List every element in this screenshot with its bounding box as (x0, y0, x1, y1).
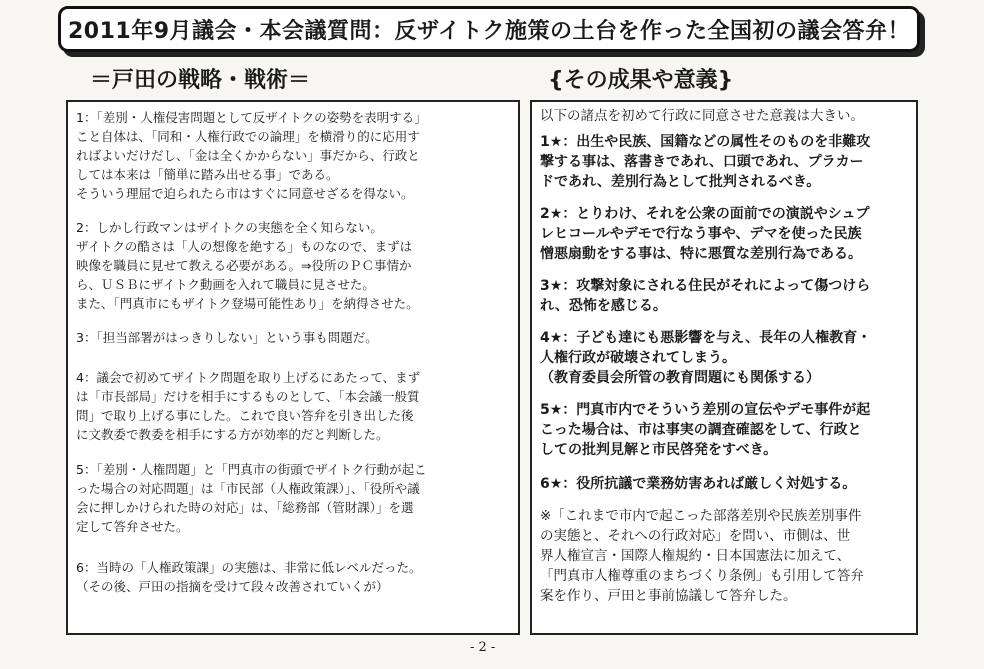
strategy-item-1: 1：「差別・人権侵害問題として反ザイトクの姿勢を表明する」 こと自体は、「同和・人権行政での論理」を横滑り的に応用す ればよいだけだし、「金は全くかからない」事だから、行政と しては本来は「簡単に踏み出せる事」である。 そういう理屈で迫られたら市はすぐに同意せざるを得ない。 (76, 110, 427, 201)
results-intro: 以下の諸点を初めて行政に同意させた意義は大きい。 (540, 108, 864, 124)
result-item-5: 5★：門真市内でそういう差別の宣伝やデモ事件が起 こった場合は、市は事実の調査確認をして、行政と しての批判見解と市民啓発をすべき。 (540, 402, 871, 458)
strategy-item-2: 2：しかし行政マンはザイトクの実態を全く知らない。 ザイトクの酷さは「人の想像を絶する」ものなので、まずは 映像を職員に見せて教える必要がある。⇒役所のＰＣ事情か ら、ＵＳＢにザイトク動画を入れて職員に見させた。 また、「門真市にもザイトク登場可能性あり」を納得させた。 (76, 220, 419, 311)
page-title: 2011年9月議会・本会議質問：反ザイトク施策の土台を作った全国初の議会答弁！ (58, 6, 920, 52)
strategy-item-6: 6：当時の「人権政策課」の実態は、非常に低レベルだった。 （その後、戸田の指摘を受けて段々改善されていくが） (76, 560, 422, 594)
result-item-4: 4★：子ども達にも悪影響を与え、長年の人権教育・ 人権行政が破壊されてしまう。 （教育委員会所管の教育問題にも関係する） (540, 330, 872, 386)
result-item-2: 2★：とりわけ、それを公衆の面前での演説やシュプ レヒコールやデモで行なう事や、デマを使った民族 憎悪扇動をする事は、特に悪質な差別行為である。 (540, 206, 870, 262)
strategy-item-4: 4：議会で初めてザイトク問題を取り上げるにあたって、まず は「市長部局」だけを相手にするものとして、「本会議一般質 問」で取り上げる事にした。これで良い答弁を引き出した後 に文教委で教委を相手にする方が効率的だと判断した。 (76, 370, 421, 442)
strategy-item-5: 5：「差別・人権問題」と「門真市の街頭でザイトク行動が起こ った場合の対応問題」は「市民部（人権政策課）」、「役所や議 会に押しかけられた時の対応」は、「総務部（管財課）」を選 定して答弁させた。 (76, 462, 427, 534)
results-panel (530, 100, 918, 635)
right-column-heading: {その成果や意義} (548, 68, 734, 93)
strategy-panel (66, 100, 520, 635)
results-note: ※「これまで市内で起こった部落差別や民族差別事件 の実態と、それへの行政対応」を問い、市側は、世 界人権宣言・国際人権規約・日本国憲法に加えて、 「門真市人権尊重のまちづくり条例」も引用して答弁 案を作り、戸田と事前協議して答弁した。 (540, 508, 864, 604)
result-item-3: 3★：攻撃対象にされる住民がそれによって傷つけら れ、恐怖を感じる。 (540, 278, 871, 314)
left-column-heading: ＝戸田の戦略・戦術＝ (90, 68, 311, 93)
result-item-6: 6★：役所抗議で業務妨害あれば厳しく対処する。 (540, 476, 857, 492)
page-number: - 2 - (470, 640, 496, 655)
strategy-item-3: 3：「担当部署がはっきりしない」という事も問題だ。 (76, 330, 378, 345)
result-item-1: 1★：出生や民族、国籍などの属性そのものを非難攻 撃する事は、落書きであれ、口頭であれ、プラカー ドであれ、差別行為として批判されるべき。 (540, 134, 871, 190)
